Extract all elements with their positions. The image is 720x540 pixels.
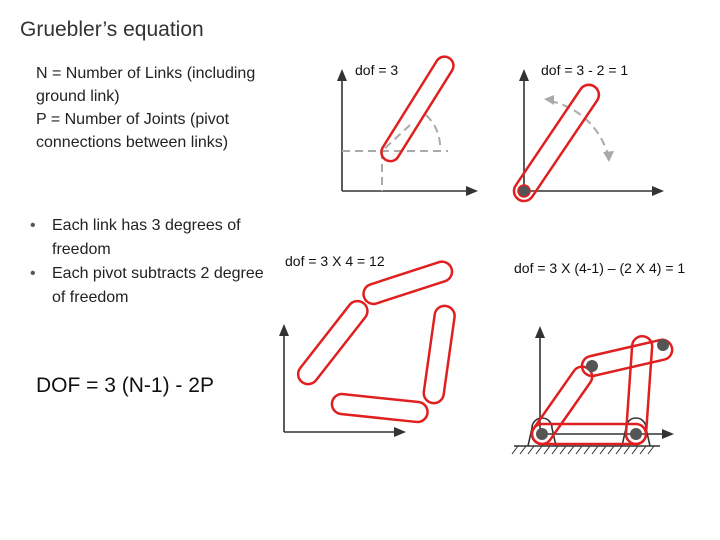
- panel-label-single-link: dof = 3: [355, 62, 399, 78]
- dof-formula: DOF = 3 (N-1) - 2P: [36, 374, 214, 397]
- panel-label-pinned-link: dof = 3 - 2 = 1: [541, 62, 629, 78]
- definition-joints: P = Number of Joints (pivot connections between links): [36, 111, 230, 151]
- rotation-arrow-end: [603, 151, 614, 162]
- output-link: [625, 336, 652, 445]
- definition-links: N = Number of Links (including ground link): [36, 65, 256, 105]
- bullet-marker: •: [30, 217, 36, 234]
- four-bar-linkage-diagram: [502, 316, 702, 466]
- panel-label-four-links: dof = 3 X 4 = 12: [285, 253, 385, 269]
- axes: [535, 326, 674, 439]
- link-body: [378, 53, 457, 164]
- pivot: [657, 339, 669, 351]
- link-body: [331, 393, 429, 423]
- axes: [337, 69, 478, 196]
- bullet-text: Each link has 3 degrees of freedom: [52, 217, 241, 258]
- pivot: [518, 185, 530, 197]
- bullet-item: [30, 262, 280, 310]
- bullet-list: [30, 214, 280, 310]
- axes: [519, 69, 664, 196]
- panel-label-four-bar: dof = 3 X (4-1) – (2 X 4) = 1: [514, 260, 686, 276]
- four-links-diagram: [272, 268, 492, 444]
- bullet-marker: •: [30, 265, 36, 282]
- slide-title: Gruebler’s equation: [20, 18, 204, 41]
- link-body: [294, 297, 371, 388]
- definitions: [36, 62, 298, 154]
- link-body: [422, 305, 455, 405]
- pinned-link-diagram: [508, 55, 678, 205]
- rotation-arrow-start: [544, 95, 554, 105]
- pivot: [586, 360, 598, 372]
- pivot: [536, 428, 548, 440]
- bullet-item: [30, 214, 280, 262]
- single-link-diagram: [330, 55, 490, 205]
- bullet-text: Each pivot subtracts 2 degree of freedom: [52, 265, 264, 306]
- pivot: [630, 428, 642, 440]
